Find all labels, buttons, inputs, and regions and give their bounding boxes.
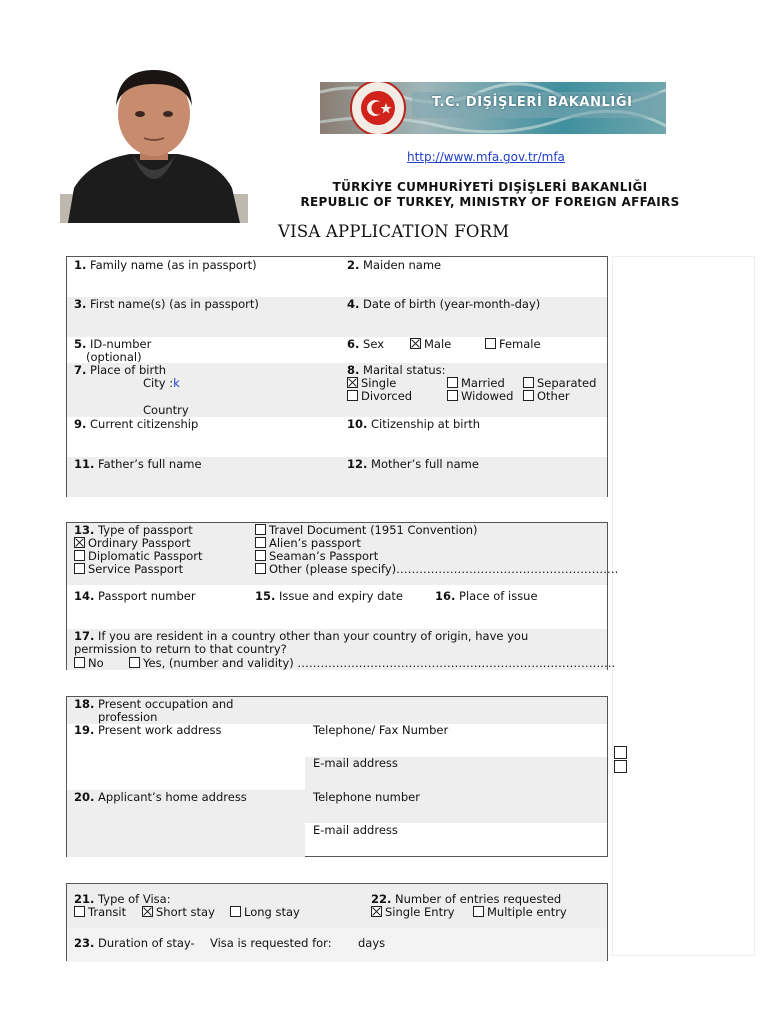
checkbox-icon[interactable] [255, 550, 266, 561]
sex-female-option[interactable]: Female [485, 338, 541, 351]
marital-single-option[interactable]: Single [347, 377, 396, 390]
checkbox-icon[interactable] [485, 338, 496, 349]
checkbox-icon[interactable] [447, 377, 458, 388]
checkbox-icon[interactable] [74, 906, 85, 917]
checkbox-icon[interactable] [473, 906, 484, 917]
entry-single-option[interactable]: Single Entry [371, 906, 455, 919]
marital-separated-option[interactable]: Separated [523, 377, 596, 390]
field-duration-of-stay[interactable]: 23. Duration of stay- [74, 936, 195, 950]
passport-alien-option[interactable]: Alien’s passport [255, 537, 361, 550]
marital-other-option[interactable]: Other [523, 390, 570, 403]
applicant-photo [60, 66, 248, 223]
field-city[interactable]: City :k [143, 376, 180, 390]
side-checkbox-1[interactable] [614, 746, 627, 759]
passport-other-option[interactable]: Other (please specify)…………………………………………………. [255, 563, 618, 576]
field-home-address[interactable]: 20. Applicant’s home address [74, 790, 247, 804]
side-panel [612, 256, 755, 956]
field-residence-permission: 17. If you are resident in a country other than your country of origin, have you [74, 629, 529, 643]
field-id-number-optional: (optional) [86, 350, 142, 364]
band [67, 823, 305, 857]
field-work-telephone-fax[interactable]: Telephone/ Fax Number [313, 723, 449, 737]
field-passport-type: 13. Type of passport [74, 523, 193, 537]
section-occupation-address [66, 696, 608, 857]
marital-divorced-option[interactable]: Divorced [347, 390, 412, 403]
visa-transit-option[interactable]: Transit [74, 906, 126, 919]
marital-married-option[interactable]: Married [447, 377, 505, 390]
visa-long-stay-option[interactable]: Long stay [230, 906, 300, 919]
checkbox-checked-icon[interactable] [371, 906, 382, 917]
section-visa-details [66, 883, 608, 961]
checkbox-checked-icon[interactable] [410, 338, 421, 349]
field-country[interactable]: Country [143, 403, 189, 417]
field-work-address[interactable]: 19. Present work address [74, 723, 222, 737]
checkbox-icon[interactable] [255, 563, 266, 574]
checkbox-icon[interactable] [255, 537, 266, 548]
checkbox-icon[interactable] [74, 563, 85, 574]
field-visa-type: 21. Type of Visa: [74, 892, 171, 906]
field-occupation-line2: profession [98, 710, 158, 724]
section-personal-details [66, 256, 608, 497]
residence-yes-option[interactable]: Yes, (number and validity) ……………………………………………………………………….. [129, 657, 615, 670]
field-sex: 6. Sex [347, 337, 385, 351]
field-occupation[interactable]: 18. Present occupation and [74, 697, 234, 711]
ministry-banner [320, 82, 666, 134]
passport-ordinary-option[interactable]: Ordinary Passport [74, 537, 191, 550]
field-visa-requested-for: Visa is requested for: [210, 936, 332, 950]
residence-no-option[interactable]: No [74, 657, 104, 670]
ministry-name-tr: TÜRKİYE CUMHURİYETİ DIŞİŞLERİ BAKANLIĞI [332, 180, 648, 194]
field-place-of-issue[interactable]: 16. Place of issue [435, 589, 538, 603]
checkbox-icon[interactable] [74, 550, 85, 561]
applicant-photo-image [60, 66, 248, 223]
passport-seaman-option[interactable]: Seaman’s Passport [255, 550, 378, 563]
field-current-citizenship[interactable]: 9. Current citizenship [74, 417, 199, 431]
checkbox-icon[interactable] [230, 906, 241, 917]
banner-title: T.C. DIŞİŞLERİ BAKANLIĞI [432, 95, 633, 110]
checkbox-checked-icon[interactable] [347, 377, 358, 388]
field-marital-status: 8. Marital status: [347, 363, 446, 377]
field-passport-number[interactable]: 14. Passport number [74, 589, 196, 603]
field-issue-expiry-date[interactable]: 15. Issue and expiry date [255, 589, 404, 603]
field-mothers-name[interactable]: 12. Mother’s full name [347, 457, 479, 471]
form-title: VISA APPLICATION FORM [278, 222, 510, 241]
field-first-name[interactable]: 3. First name(s) (as in passport) [74, 297, 259, 311]
field-date-of-birth[interactable]: 4. Date of birth (year-month-day) [347, 297, 541, 311]
field-home-email[interactable]: E-mail address [313, 823, 398, 837]
checkbox-icon[interactable] [74, 657, 85, 668]
ministry-url-link[interactable]: http://www.mfa.gov.tr/mfa [407, 150, 565, 164]
checkbox-checked-icon[interactable] [74, 537, 85, 548]
field-family-name[interactable]: 1. Family name (as in passport) [74, 258, 257, 272]
section-passport-details [66, 522, 619, 670]
checkbox-icon[interactable] [255, 524, 266, 535]
field-duration-days[interactable]: days [358, 936, 386, 950]
field-number-of-entries: 22. Number of entries requested [371, 892, 562, 906]
field-fathers-name[interactable]: 11. Father’s full name [74, 457, 202, 471]
visa-short-stay-option[interactable]: Short stay [142, 906, 215, 919]
passport-service-option[interactable]: Service Passport [74, 563, 183, 576]
field-maiden-name[interactable]: 2. Maiden name [347, 258, 442, 272]
checkbox-icon[interactable] [523, 390, 534, 401]
checkbox-checked-icon[interactable] [142, 906, 153, 917]
field-residence-permission-line2: permission to return to that country? [74, 642, 287, 656]
checkbox-icon[interactable] [347, 390, 358, 401]
passport-travel-document-option[interactable]: Travel Document (1951 Convention) [255, 524, 478, 537]
ministry-name-en: REPUBLIC OF TURKEY, MINISTRY OF FOREIGN AFFAIRS [300, 195, 680, 209]
passport-diplomatic-option[interactable]: Diplomatic Passport [74, 550, 203, 563]
checkbox-icon[interactable] [523, 377, 534, 388]
side-checkbox-2[interactable] [614, 760, 627, 773]
sex-male-option[interactable]: Male [410, 338, 451, 351]
field-place-of-birth: 7. Place of birth [74, 363, 167, 377]
field-home-telephone[interactable]: Telephone number [313, 790, 420, 804]
field-citizenship-at-birth[interactable]: 10. Citizenship at birth [347, 417, 481, 431]
entry-multiple-option[interactable]: Multiple entry [473, 906, 567, 919]
checkbox-icon[interactable] [129, 657, 140, 668]
checkbox-icon[interactable] [447, 390, 458, 401]
marital-widowed-option[interactable]: Widowed [447, 390, 513, 403]
field-id-number[interactable]: 5. ID-number [74, 337, 152, 351]
field-work-email[interactable]: E-mail address [313, 756, 398, 770]
